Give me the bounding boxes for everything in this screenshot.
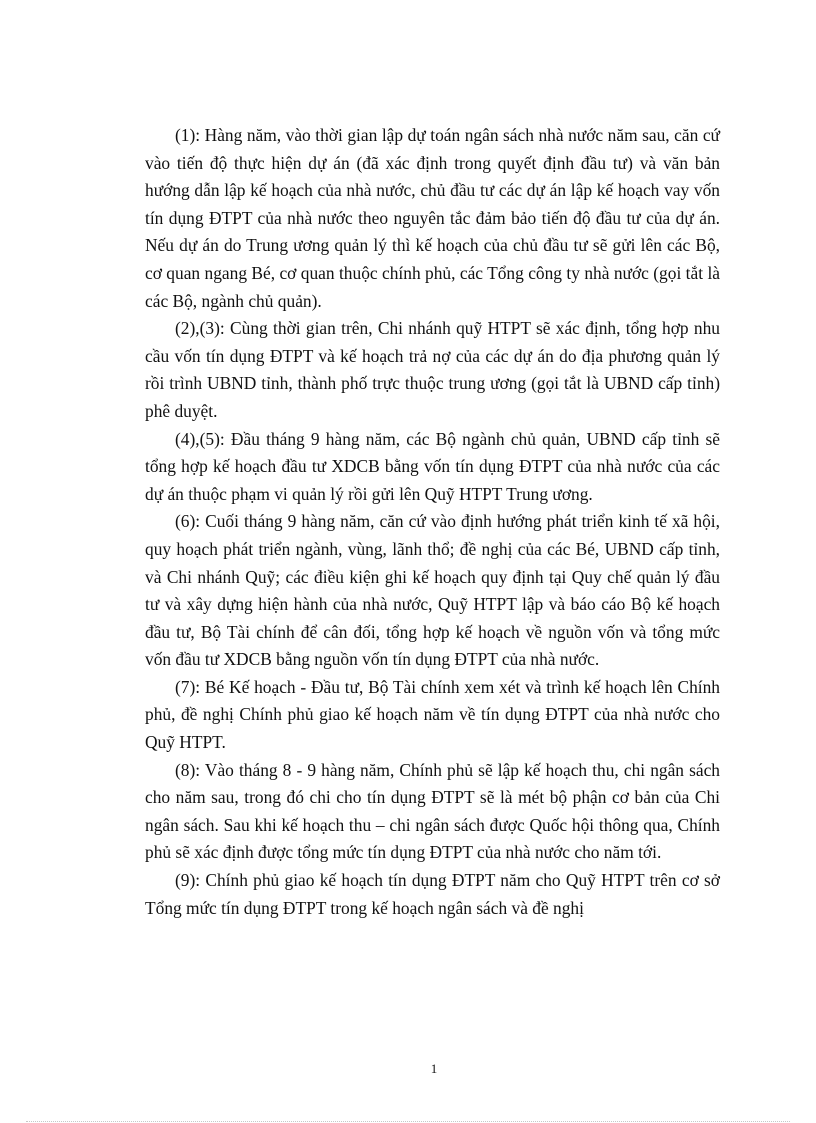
paragraph-6: (8): Vào tháng 8 - 9 hàng năm, Chính phủ sẽ lập kế hoạch thu, chi ngân sách cho năm sau, trong đó chi cho tín dụng ĐTPT sẽ là mét bộ phận cơ bản của Chi ngân sách. Sau khi kế hoạch thu – chi ngân sách được Quốc hội thông qua, Chính phủ sẽ xác định được tổng mức tín dụng ĐTPT của nhà nước cho năm tới.	[145, 759, 720, 863]
paragraph-1: (1): Hàng năm, vào thời gian lập dự toán ngân sách nhà nước năm sau, căn cứ vào tiến độ thực hiện dự án (đã xác định trong quyết định đầu tư) và văn bản hướng dẫn lập kế hoạch của nhà nước, chủ đầu tư các dự án lập kế hoạch vay vốn tín dụng ĐTPT của nhà nước theo nguyên tắc đảm bảo tiến độ đầu tư của dự án. Nếu dự án do Trung ương quản lý thì kế hoạch của chủ đầu tư sẽ gửi lên các Bộ, cơ quan ngang Bé, cơ quan thuộc chính phủ, các Tổng công ty nhà nước (gọi tắt là các Bộ, ngành chủ quản).	[145, 125, 720, 311]
page-divider	[26, 1121, 790, 1122]
paragraph-3: (4),(5): Đầu tháng 9 hàng năm, các Bộ ngành chủ quản, UBND cấp tỉnh sẽ tổng hợp kế hoạch đầu tư XDCB bằng vốn tín dụng ĐTPT của nhà nước của các dự án thuộc phạm vi quản lý rồi gửi lên Quỹ HTPT Trung ương.	[145, 428, 720, 504]
document-body	[145, 122, 720, 922]
paragraph-4: (6): Cuối tháng 9 hàng năm, căn cứ vào định hướng phát triển kinh tế xã hội, quy hoạch phát triển ngành, vùng, lãnh thổ; đề nghị của các Bé, UBND cấp tỉnh, và Chi nhánh Quỹ; các điều kiện ghi kế hoạch quy định tại Quy chế quản lý đầu tư và xây dựng hiện hành của nhà nước, Quỹ HTPT lập và báo cáo Bộ kế hoạch đầu tư, Bộ Tài chính để cân đối, tổng hợp kế hoạch về nguồn vốn và tổng mức vốn đầu tư XDCB bằng nguồn vốn tín dụng ĐTPT của nhà nước.	[145, 511, 720, 670]
paragraph-5: (7): Bé Kế hoạch - Đầu tư, Bộ Tài chính xem xét và trình kế hoạch lên Chính phủ, đề nghị Chính phủ giao kế hoạch năm về tín dụng ĐTPT của nhà nước cho Quỹ HTPT.	[145, 676, 720, 753]
paragraph-7: (9): Chính phủ giao kế hoạch tín dụng ĐTPT năm cho Quỹ HTPT trên cơ sở Tổng mức tín dụng ĐTPT trong kế hoạch ngân sách và đề nghị	[145, 870, 720, 918]
paragraph-2: (2),(3): Cùng thời gian trên, Chi nhánh quỹ HTPT sẽ xác định, tổng hợp nhu cầu vốn tín dụng ĐTPT và kế hoạch trả nợ của các dự án do địa phương quản lý rồi trình UBND tỉnh, thành phố trực thuộc trung ương (gọi tắt là UBND cấp tỉnh) phê duyệt.	[145, 318, 720, 421]
page-number: 1	[430, 1061, 438, 1076]
